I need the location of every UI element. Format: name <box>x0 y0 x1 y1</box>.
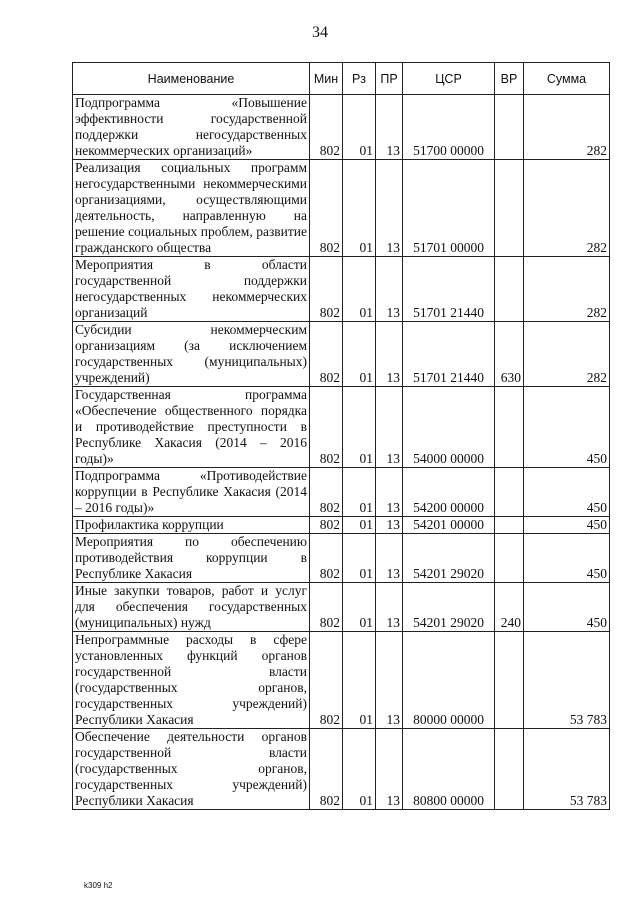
cell-rz: 01 <box>343 632 376 729</box>
table-row <box>73 632 610 729</box>
cell-rz: 01 <box>343 322 376 387</box>
cell-name: Субсидии некоммерческим организациям (за исключением государственных (муниципальных) учреждений) <box>73 322 310 387</box>
cell-min: 802 <box>310 534 343 583</box>
cell-pr: 13 <box>376 257 403 322</box>
cell-name: Подпрограмма «Повышение эффективности государственной поддержки негосударственных некоммерческих организаций» <box>73 95 310 160</box>
column-header-min: Мин <box>310 63 343 95</box>
cell-csr: 80000 00000 <box>403 632 495 729</box>
cell-sum: 450 <box>524 517 610 534</box>
table-row <box>73 95 610 160</box>
cell-sum: 282 <box>524 95 610 160</box>
table-row <box>73 534 610 583</box>
cell-csr: 80800 00000 <box>403 729 495 810</box>
cell-min: 802 <box>310 387 343 468</box>
cell-pr: 13 <box>376 583 403 632</box>
cell-vr: 630 <box>495 322 524 387</box>
cell-min: 802 <box>310 322 343 387</box>
cell-rz: 01 <box>343 160 376 257</box>
cell-vr <box>495 257 524 322</box>
cell-csr: 54201 29020 <box>403 583 495 632</box>
cell-min: 802 <box>310 729 343 810</box>
cell-vr <box>495 517 524 534</box>
cell-pr: 13 <box>376 387 403 468</box>
cell-pr: 13 <box>376 534 403 583</box>
cell-min: 802 <box>310 160 343 257</box>
table-row <box>73 729 610 810</box>
cell-sum: 450 <box>524 534 610 583</box>
table-row <box>73 517 610 534</box>
cell-csr: 51701 21440 <box>403 257 495 322</box>
column-header-name: Наименование <box>73 63 310 95</box>
table-row <box>73 160 610 257</box>
table-row <box>73 322 610 387</box>
cell-csr: 54201 29020 <box>403 534 495 583</box>
column-header-pr: ПР <box>376 63 403 95</box>
cell-min: 802 <box>310 257 343 322</box>
cell-sum: 282 <box>524 257 610 322</box>
cell-vr <box>495 534 524 583</box>
cell-sum: 53 783 <box>524 632 610 729</box>
cell-name: Непрограммные расходы в сфере установленных функций органов государственной власти (государственных органов, государственных учреждений) Республики Хакасия <box>73 632 310 729</box>
cell-vr <box>495 387 524 468</box>
table-header-row <box>73 63 610 95</box>
cell-min: 802 <box>310 517 343 534</box>
footer-code: k309 h2 <box>84 881 113 890</box>
budget-table <box>72 62 610 810</box>
cell-sum: 53 783 <box>524 729 610 810</box>
page-number: 34 <box>312 24 328 41</box>
cell-sum: 450 <box>524 468 610 517</box>
cell-pr: 13 <box>376 729 403 810</box>
cell-vr <box>495 729 524 810</box>
cell-csr: 51700 00000 <box>403 95 495 160</box>
cell-vr <box>495 468 524 517</box>
cell-pr: 13 <box>376 95 403 160</box>
column-header-csr: ЦСР <box>403 63 495 95</box>
cell-vr <box>495 95 524 160</box>
table-row <box>73 257 610 322</box>
column-header-rz: Рз <box>343 63 376 95</box>
table-row <box>73 583 610 632</box>
cell-rz: 01 <box>343 468 376 517</box>
cell-rz: 01 <box>343 517 376 534</box>
cell-name: Профилактика коррупции <box>73 517 310 534</box>
cell-pr: 13 <box>376 468 403 517</box>
cell-name: Обеспечение деятельности органов государственной власти (государственных органов, государственных учреждений) Республики Хакасия <box>73 729 310 810</box>
cell-pr: 13 <box>376 632 403 729</box>
cell-rz: 01 <box>343 257 376 322</box>
cell-name: Реализация социальных программ негосударственными некоммерческими организациями, осуществляющими деятельность, направленную на решение социальных проблем, развитие гражданского общества <box>73 160 310 257</box>
cell-pr: 13 <box>376 517 403 534</box>
cell-rz: 01 <box>343 583 376 632</box>
cell-name: Мероприятия по обеспечению противодействия коррупции в Республике Хакасия <box>73 534 310 583</box>
cell-name: Подпрограмма «Противодействие коррупции в Республике Хакасия (2014 – 2016 годы)» <box>73 468 310 517</box>
column-header-sum: Сумма <box>524 63 610 95</box>
cell-min: 802 <box>310 632 343 729</box>
cell-csr: 54000 00000 <box>403 387 495 468</box>
cell-sum: 282 <box>524 322 610 387</box>
cell-vr <box>495 632 524 729</box>
cell-sum: 450 <box>524 583 610 632</box>
cell-rz: 01 <box>343 534 376 583</box>
cell-csr: 51701 00000 <box>403 160 495 257</box>
cell-name: Мероприятия в области государственной поддержки негосударственных некоммерческих организаций <box>73 257 310 322</box>
cell-rz: 01 <box>343 729 376 810</box>
cell-csr: 51701 21440 <box>403 322 495 387</box>
cell-csr: 54200 00000 <box>403 468 495 517</box>
cell-min: 802 <box>310 95 343 160</box>
cell-rz: 01 <box>343 95 376 160</box>
cell-rz: 01 <box>343 387 376 468</box>
cell-sum: 282 <box>524 160 610 257</box>
cell-vr <box>495 160 524 257</box>
cell-pr: 13 <box>376 160 403 257</box>
cell-name: Государственная программа «Обеспечение общественного порядка и противодействие преступности в Республике Хакасия (2014 – 2016 годы)» <box>73 387 310 468</box>
table-row <box>73 468 610 517</box>
cell-pr: 13 <box>376 322 403 387</box>
cell-name: Иные закупки товаров, работ и услуг для обеспечения государственных (муниципальных) нужд <box>73 583 310 632</box>
cell-csr: 54201 00000 <box>403 517 495 534</box>
cell-min: 802 <box>310 583 343 632</box>
cell-sum: 450 <box>524 387 610 468</box>
table-row <box>73 387 610 468</box>
cell-vr: 240 <box>495 583 524 632</box>
column-header-vr: ВР <box>495 63 524 95</box>
cell-min: 802 <box>310 468 343 517</box>
